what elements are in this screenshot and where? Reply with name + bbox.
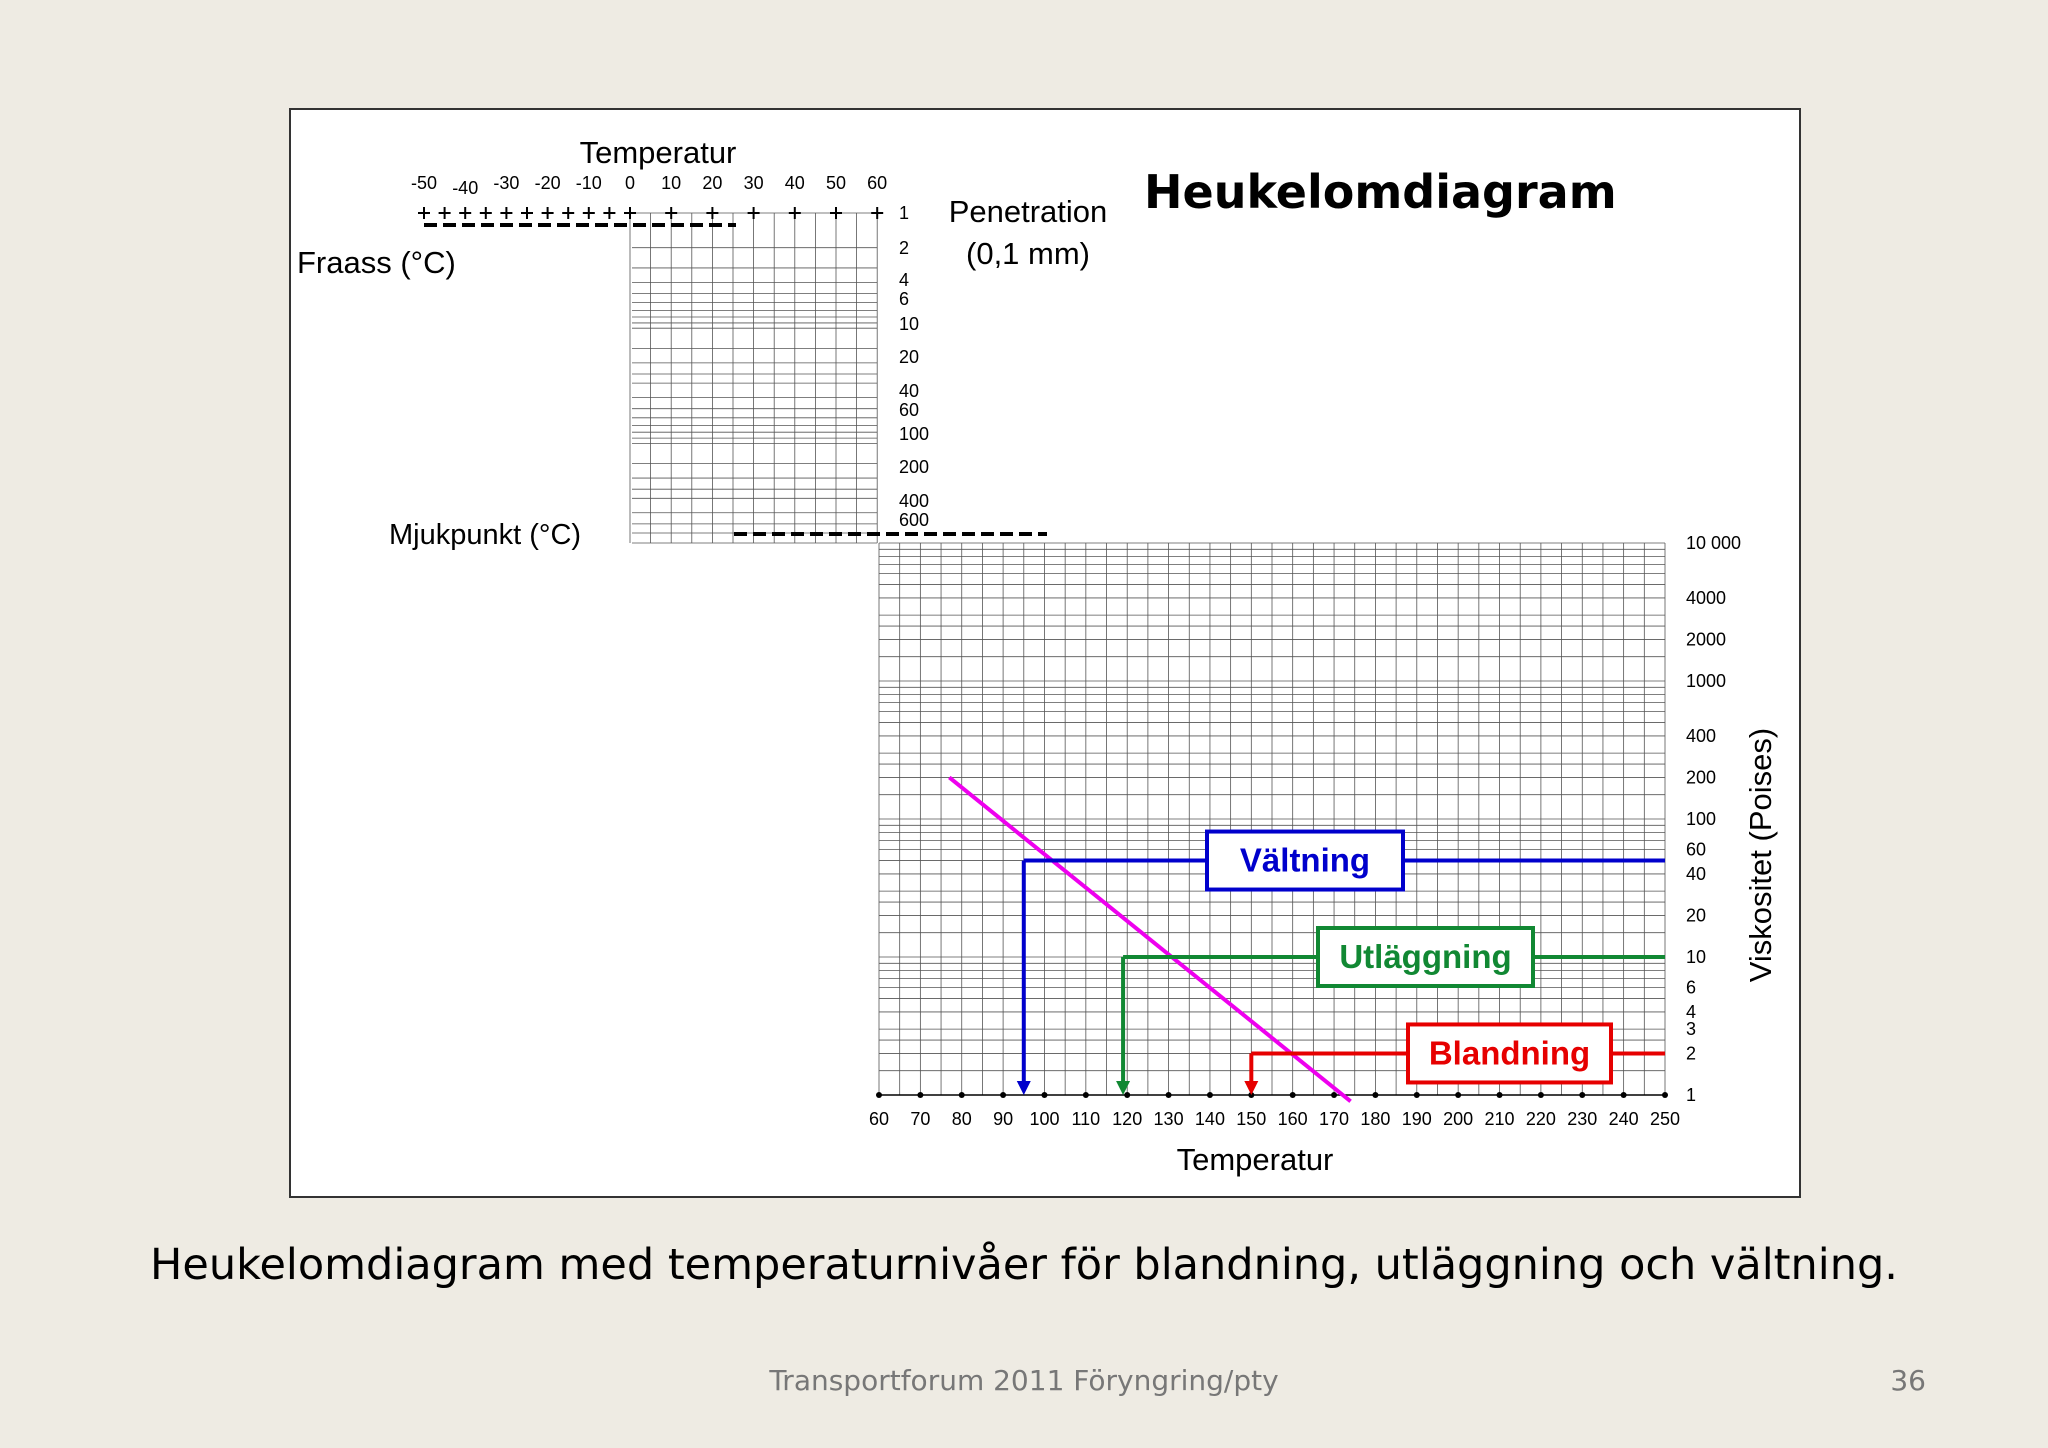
level-arrow-head — [1017, 1081, 1031, 1095]
bottom-temp-tick-label: 160 — [1277, 1109, 1308, 1129]
bottom-temp-tick-dot — [1083, 1092, 1089, 1098]
viscosity-tick-label: 4 — [1686, 1001, 1697, 1022]
level-label: Utläggning — [1339, 938, 1512, 975]
penetration-tick-label: 1 — [899, 203, 910, 223]
bottom-temp-tick-label: 230 — [1567, 1109, 1598, 1129]
penetration-label-1: Penetration — [948, 194, 1108, 229]
viscosity-tick-label: 1000 — [1686, 671, 1727, 691]
viscosity-tick-label: 200 — [1686, 767, 1717, 788]
bottom-temp-tick-label: 80 — [951, 1109, 972, 1129]
penetration-tick-label: 2 — [899, 238, 910, 258]
bottom-temp-tick-dot — [1414, 1092, 1420, 1098]
top-temp-tick-label: -20 — [534, 173, 561, 193]
bottom-temp-tick-label: 60 — [868, 1109, 890, 1129]
bottom-temp-tick-label: 120 — [1112, 1109, 1143, 1129]
top-temp-tick-label: 40 — [784, 173, 805, 193]
bottom-temp-tick-label: 110 — [1071, 1109, 1101, 1129]
top-temp-tick-label: 60 — [867, 173, 888, 193]
viscosity-tick-label: 100 — [1686, 809, 1717, 829]
heukelom-chart — [291, 110, 1799, 1196]
bottom-temp-tick-dot — [1207, 1092, 1213, 1098]
bottom-temp-tick-label: 70 — [910, 1109, 931, 1129]
bottom-temp-tick-dot — [1166, 1092, 1172, 1098]
viscosity-tick-label: 400 — [1686, 725, 1717, 746]
bottom-temp-tick-dot — [1538, 1092, 1544, 1098]
penetration-tick-label: 40 — [899, 381, 920, 401]
penetration-tick-label: 4 — [899, 270, 910, 290]
top-temp-tick-label: -10 — [575, 173, 602, 193]
level-label: Vältning — [1239, 841, 1371, 879]
top-temperature-label: Temperatur — [579, 135, 737, 170]
viscosity-tick-label: 10 — [1686, 947, 1707, 967]
page-number: 36 — [1890, 1364, 1926, 1397]
bottom-temp-tick-label: 150 — [1236, 1109, 1267, 1129]
top-temp-tick-label: -40 — [452, 178, 479, 198]
bottom-temp-tick-dot — [1290, 1092, 1296, 1098]
slide-footer: Transportforum 2011 Föryngring/pty — [769, 1364, 1279, 1397]
chart-frame — [289, 108, 1801, 1198]
top-temp-tick-label: 20 — [702, 173, 723, 193]
bottom-temp-tick-label: 210 — [1484, 1109, 1515, 1129]
bottom-temp-tick-dot — [1455, 1092, 1461, 1098]
bottom-temp-tick-label: 220 — [1525, 1109, 1556, 1129]
bottom-temp-tick-label: 190 — [1401, 1109, 1432, 1129]
viscosity-tick-label: 20 — [1686, 905, 1707, 926]
bottom-temp-tick-label: 90 — [993, 1109, 1014, 1129]
viscosity-tick-label: 10 000 — [1686, 533, 1742, 553]
level-arrow-head — [1244, 1081, 1258, 1095]
bottom-temp-tick-dot — [1662, 1092, 1668, 1098]
viscosity-tick-label: 3 — [1686, 1019, 1697, 1040]
viscosity-tick-label: 60 — [1686, 839, 1707, 860]
level-label: Blandning — [1428, 1034, 1591, 1072]
top-temp-tick-label: 30 — [743, 173, 764, 193]
top-temp-tick-label: 0 — [624, 173, 636, 193]
bottom-temp-tick-dot — [1331, 1092, 1337, 1098]
bottom-temp-tick-label: 170 — [1319, 1109, 1350, 1129]
top-temp-tick-label: 50 — [825, 173, 847, 193]
bottom-temp-tick-label: 240 — [1608, 1109, 1639, 1129]
top-temp-tick-label: -30 — [493, 173, 520, 193]
bottom-temp-tick-dot — [876, 1092, 882, 1098]
bottom-temp-tick-dot — [1579, 1092, 1585, 1098]
penetration-tick-label: 10 — [899, 314, 920, 334]
bottom-temp-tick-label: 100 — [1029, 1109, 1060, 1129]
bottom-temp-tick-label: 250 — [1649, 1109, 1681, 1129]
top-temp-tick-label: -50 — [410, 173, 438, 193]
bottom-temperature-label: Temperatur — [1176, 1142, 1334, 1177]
bottom-temp-tick-label: 180 — [1360, 1109, 1391, 1129]
penetration-tick-label: 60 — [899, 400, 920, 420]
penetration-tick-label: 400 — [899, 491, 930, 511]
viscosity-tick-label: 4000 — [1686, 587, 1727, 608]
bottom-temp-tick-label: 200 — [1443, 1109, 1474, 1129]
penetration-tick-label: 6 — [899, 289, 910, 309]
penetration-label-2: (0,1 mm) — [966, 236, 1090, 271]
bottom-temp-tick-dot — [1497, 1092, 1503, 1098]
viscosity-tick-label: 2000 — [1686, 629, 1727, 650]
penetration-tick-label: 600 — [899, 510, 930, 530]
penetration-tick-label: 200 — [899, 457, 930, 477]
bottom-temp-tick-dot — [1000, 1092, 1006, 1098]
viscosity-tick-label: 6 — [1686, 977, 1697, 998]
bottom-temp-tick-dot — [1124, 1092, 1130, 1098]
bottom-temp-tick-dot — [959, 1092, 965, 1098]
bottom-temp-tick-dot — [1621, 1092, 1627, 1098]
marks-layer — [411, 173, 1741, 1129]
viscosity-tick-label: 2 — [1686, 1043, 1697, 1064]
label-layer — [297, 135, 1778, 1177]
bottom-temp-tick-dot — [917, 1092, 923, 1098]
bottom-temp-tick-label: 140 — [1194, 1109, 1225, 1129]
penetration-tick-label: 20 — [899, 347, 920, 367]
softening-point-label: Mjukpunkt (°C) — [389, 519, 582, 551]
penetration-tick-label: 100 — [899, 424, 930, 444]
slide-caption: Heukelomdiagram med temperaturnivåer för blandning, utläggning och vältning. — [150, 1240, 1898, 1290]
chart-title: Heukelomdiagram — [1144, 165, 1617, 219]
viscosity-tick-label: 40 — [1686, 863, 1707, 884]
viscosity-label: Viskositet (Poises) — [1743, 727, 1778, 983]
bottom-temp-tick-label: 130 — [1153, 1109, 1184, 1129]
viscosity-tick-label: 1 — [1686, 1085, 1697, 1105]
bottom-temp-tick-dot — [1041, 1092, 1047, 1098]
bottom-temp-tick-dot — [1372, 1092, 1378, 1098]
fraass-label: Fraass (°C) — [297, 245, 456, 280]
top-temp-tick-label: 10 — [661, 173, 682, 193]
